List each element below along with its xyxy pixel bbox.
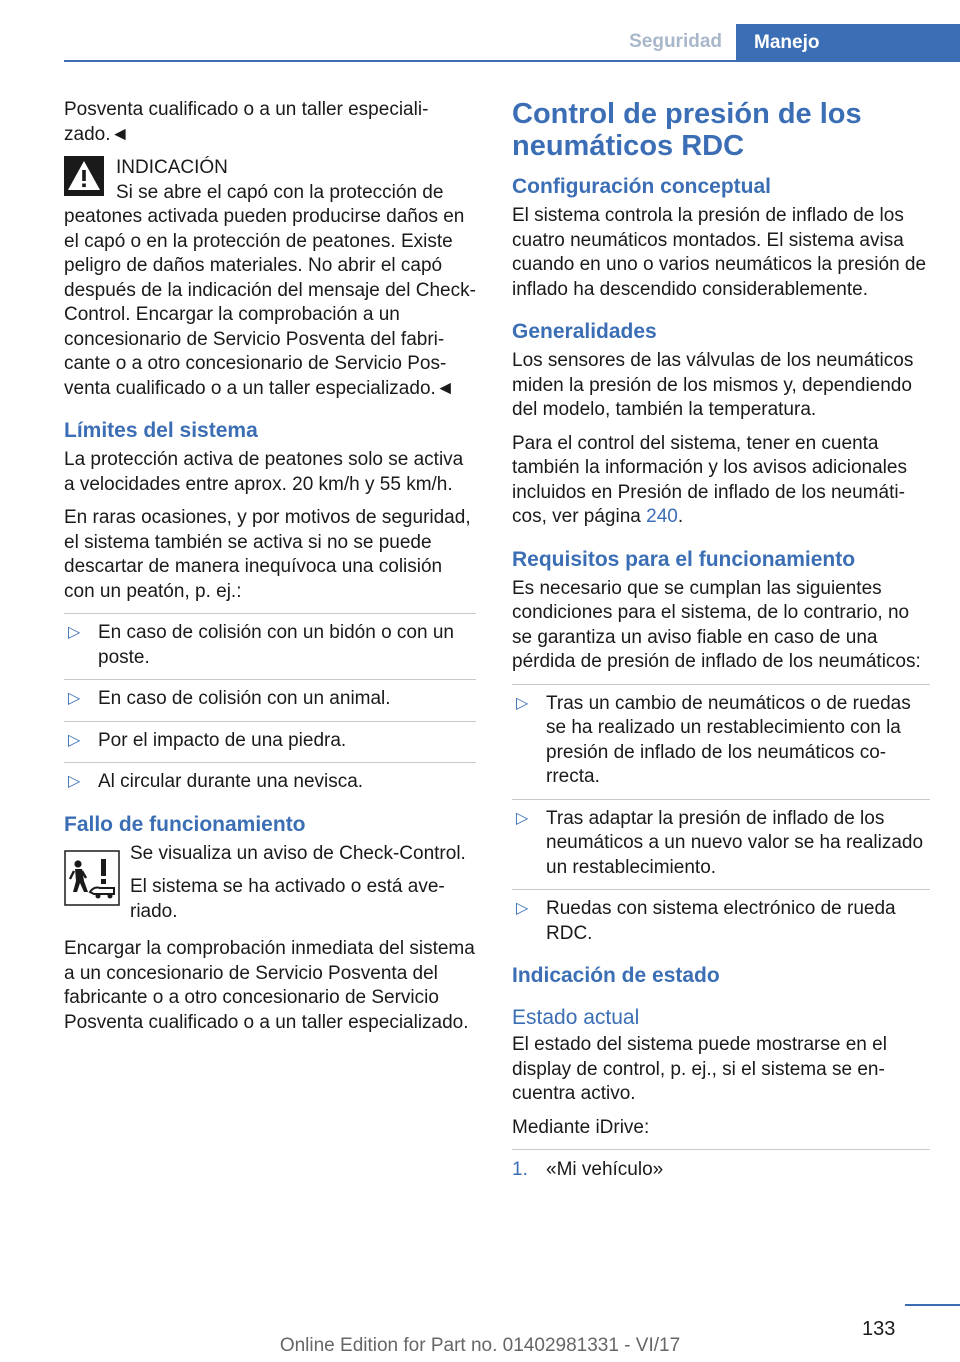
idrive-paragraph: Mediante iDrive: — [512, 1116, 650, 1138]
page-header — [0, 0, 960, 62]
general-paragraph-2: Para el control del sistema, tener en cuenta también la información y los avisos adicionales incluidos en Presión de inflado de los neumáticos, ver página 240. — [512, 432, 907, 527]
steps-list — [512, 1149, 930, 1183]
list-item: ▷ Tras un cambio de neumáticos o de ruedas se ha realizado un restablecimiento con la presión de inflado de los neumáticos correcta. — [512, 684, 930, 790]
fault-heading: Fallo de funcionamiento — [64, 812, 306, 836]
bullet-triangle-icon: ▷ — [516, 809, 529, 827]
edition-footer: Online Edition for Part no. 01402981331 - VI/17 — [279, 1335, 681, 1356]
bullet-triangle-icon: ▷ — [68, 773, 81, 790]
list-item: ▷ Por el impacto de una piedra. — [64, 721, 476, 754]
header-rule — [64, 60, 960, 62]
warning-block — [64, 156, 476, 401]
warning-title: INDICACIÓN — [116, 157, 228, 178]
step-text: «Mi vehículo» — [546, 1159, 664, 1180]
left-column — [64, 98, 476, 1044]
fault-paragraph-2: El sistema se ha activado o está averiado. — [130, 876, 445, 922]
footer-rule — [905, 1304, 960, 1306]
step-number: 1. — [512, 1159, 528, 1180]
list-item: ▷ Al circular durante una nevisca. — [64, 762, 476, 795]
general-heading: Generalidades — [512, 320, 657, 343]
warning-triangle-icon — [64, 156, 104, 196]
fault-paragraph-3: Encargar la comprobación inmediata del sistema a un concesionario de Servicio Posventa del fabricante o a otro concesionario de Servicio Posventa cualificado o a un taller especializado. — [64, 938, 475, 1033]
concept-paragraph: El sistema controla la presión de inflado de los cuatro neumáticos montados. El sistema avisa cuando en uno o varios neumáticos la presión de inflado ha descendido considerablemente. — [512, 205, 927, 300]
tab-manejo[interactable]: Manejo — [736, 24, 960, 62]
general-paragraph-1: Los sensores de las válvulas de los neumáticos miden la presión de los mismos y, dependiendo del modelo, también la temperatura. — [512, 350, 914, 420]
fault-paragraph-1: Se visualiza un aviso de Check-Control. — [130, 842, 466, 864]
limits-paragraph-1: La protección activa de peatones solo se activa a velocidades entre aprox. 20 km/h y 55 km/h. — [64, 449, 464, 495]
current-status-heading: Estado actual — [512, 1006, 640, 1029]
bullet-triangle-icon: ▷ — [516, 694, 529, 712]
tab-seguridad[interactable]: Seguridad — [629, 31, 722, 52]
fault-block — [64, 842, 476, 934]
limits-paragraph-2: En raras ocasiones, y por motivos de seguridad, el sistema también se activa si no se puede descartar de manera inequívoca una colisión con un peatón, p. ej.: — [64, 507, 471, 602]
requirements-heading: Requisitos para el funcionamiento — [512, 547, 856, 571]
limits-list — [64, 613, 476, 795]
warning-text: Si se abre el capó con la protección de peatones activada pueden producirse daños en el capó o en la protección de peatones. Existe peligro de daños materiales. No abrir el capó después de la indicación del mensaje del Check-Control. Encargar la comprobación a un concesionario de Servicio Posventa del fabricante o a otro concesionario de Servicio Posventa cualificado o a un taller especializado.◄ — [64, 181, 476, 399]
pedestrian-warning-icon — [64, 850, 120, 906]
requirements-paragraph: Es necesario que se cumplan las siguientes condiciones para el sistema, de lo contrario, no se garantiza un aviso fiable en caso de una pérdida de presión de inflado de los neumáticos: — [512, 577, 921, 672]
section-title: Control de presión de los neumáticos RDC — [512, 98, 862, 162]
bullet-triangle-icon: ▷ — [68, 690, 81, 707]
right-column — [512, 98, 930, 1183]
list-item: ▷ Ruedas con sistema electrónico de rueda RDC. — [512, 889, 930, 946]
page-link[interactable]: 240 — [646, 506, 678, 527]
concept-heading: Configuración conceptual — [512, 175, 772, 198]
list-item: ▷ Tras adaptar la presión de inflado de los neumáticos a un nuevo valor se ha realizado un restablecimiento. — [512, 799, 930, 881]
bullet-triangle-icon: ▷ — [68, 624, 81, 641]
list-item: ▷ En caso de colisión con un animal. — [64, 679, 476, 712]
status-heading: Indicación de estado — [512, 964, 720, 987]
intro-paragraph: Posventa cualificado o a un taller especializado.◄ — [64, 99, 429, 145]
page-number: 133 — [862, 1318, 896, 1340]
bullet-triangle-icon: ▷ — [68, 731, 81, 749]
list-item — [512, 1149, 930, 1183]
bullet-triangle-icon: ▷ — [516, 900, 529, 917]
requirements-list — [512, 684, 930, 947]
list-item: ▷ En caso de colisión con un bidón o con un poste. — [64, 613, 476, 670]
limits-heading: Límites del sistema — [64, 419, 258, 442]
current-status-paragraph: El estado del sistema puede mostrarse en el display de control, p. ej., si el sistema se encuentra activo. — [512, 1034, 887, 1104]
